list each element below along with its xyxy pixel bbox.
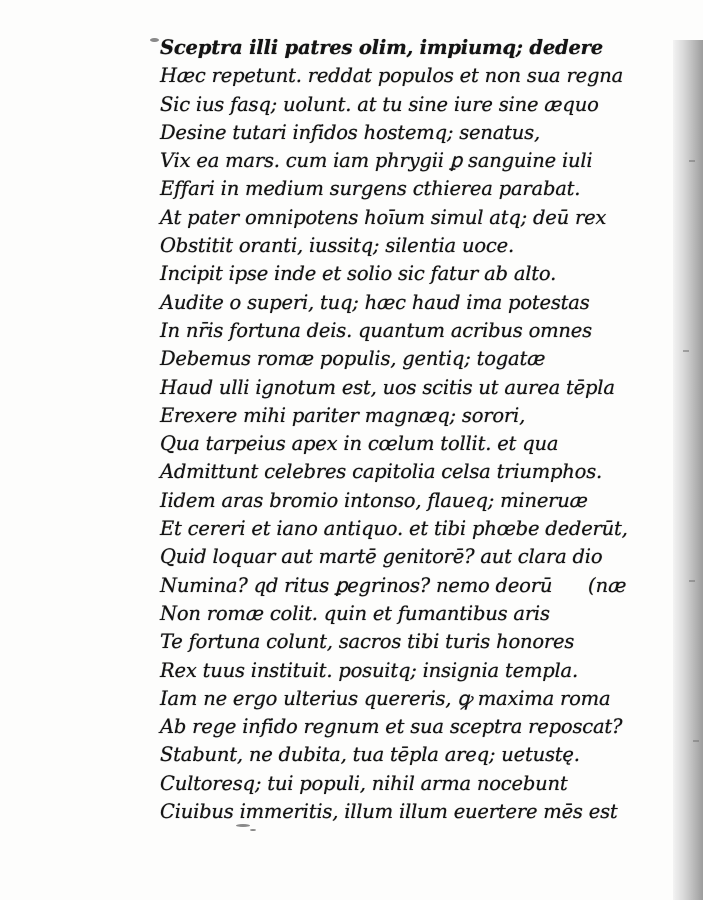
verse-line-24: Iam ne ergo ulterius quereris, ꝙ maxima roma (160, 686, 611, 710)
verse-line-19: Quid loquar aut martē genitorē? aut clara dio (160, 545, 603, 569)
ink-smudge (236, 824, 250, 827)
verse-line-2: Hæc repetunt. reddat populos et non sua regna (160, 64, 624, 88)
verse-line-28: Ciuibus immeritis, illum illum euertere mēs est (160, 800, 618, 824)
verse-line-26: Stabunt, ne dubita, tua tēpla areq; uetustę. (160, 743, 580, 767)
verse-line-3: Sic ius fasq; uolunt. at tu sine iure sine æquo (160, 92, 599, 116)
verse-line-12: Debemus romæ populis, gentiq; togatæ (160, 347, 546, 371)
verse-line-14: Erexere mihi pariter magnæq; sorori, (160, 403, 526, 427)
gutter-speck (683, 350, 689, 352)
verse-line-20: Numina? qd ritus ꝑegrinos? nemo deorū (160, 573, 553, 597)
verse-line-7: At pater omnipotens hoīum simul atq; deū rex (160, 205, 607, 229)
verse-line-9: Incipit ipse inde et solio sic fatur ab alto. (160, 262, 557, 286)
verse-line-10: Audite o superi, tuq; hæc haud ima potestas (160, 290, 590, 314)
gutter-speck (693, 740, 699, 742)
verse-line-27: Cultoresq; tui populi, nihil arma nocebunt (160, 771, 568, 795)
page-gutter-shadow (673, 40, 703, 900)
verse-line-25: Ab rege infido regnum et sua sceptra reposcat? (160, 715, 623, 739)
verse-line-13: Haud ulli ignotum est, uos scitis ut aurea tēpla (160, 375, 615, 399)
verse-line-15: Qua tarpeius apex in cœlum tollit. et qua (160, 432, 559, 456)
verse-line-18: Et cereri et iano antiquo. et tibi phœbe dederūt, (160, 517, 628, 541)
verse-line-6: Effari in medium surgens cthierea parabat. (160, 177, 581, 201)
marginal-continuation-note: (næ (588, 574, 627, 597)
verse-line-17: Iidem aras bromio intonso, flaueq; mineruæ (160, 488, 588, 512)
gutter-speck (689, 580, 695, 582)
verse-line-21: Non romæ colit. quin et fumantibus aris (160, 601, 550, 625)
verse-line-1: Sceptra illi patres olim, impiumq; dedere (160, 36, 603, 59)
ink-smudge (250, 829, 256, 831)
verse-line-16: Admittunt celebres capitolia celsa triumphos. (160, 460, 603, 484)
verse-line-23: Rex tuus instituit. posuitq; insignia templa. (160, 658, 578, 682)
verse-line-4: Desine tutari infidos hostemq; senatus, (160, 120, 540, 144)
gutter-speck (689, 160, 695, 162)
ink-smudge (150, 38, 159, 42)
verse-text-block (160, 34, 640, 826)
verse-line-5: Vix ea mars. cum iam phrygii ꝑ sanguine iuli (160, 149, 593, 173)
verse-line-11: In nr̄is fortuna deis. quantum acribus omnes (160, 318, 592, 342)
verse-line-22: Te fortuna colunt, sacros tibi turis honores (160, 630, 575, 654)
verse-line-8: Obstitit oranti, iussitq; silentia uoce. (160, 234, 514, 258)
